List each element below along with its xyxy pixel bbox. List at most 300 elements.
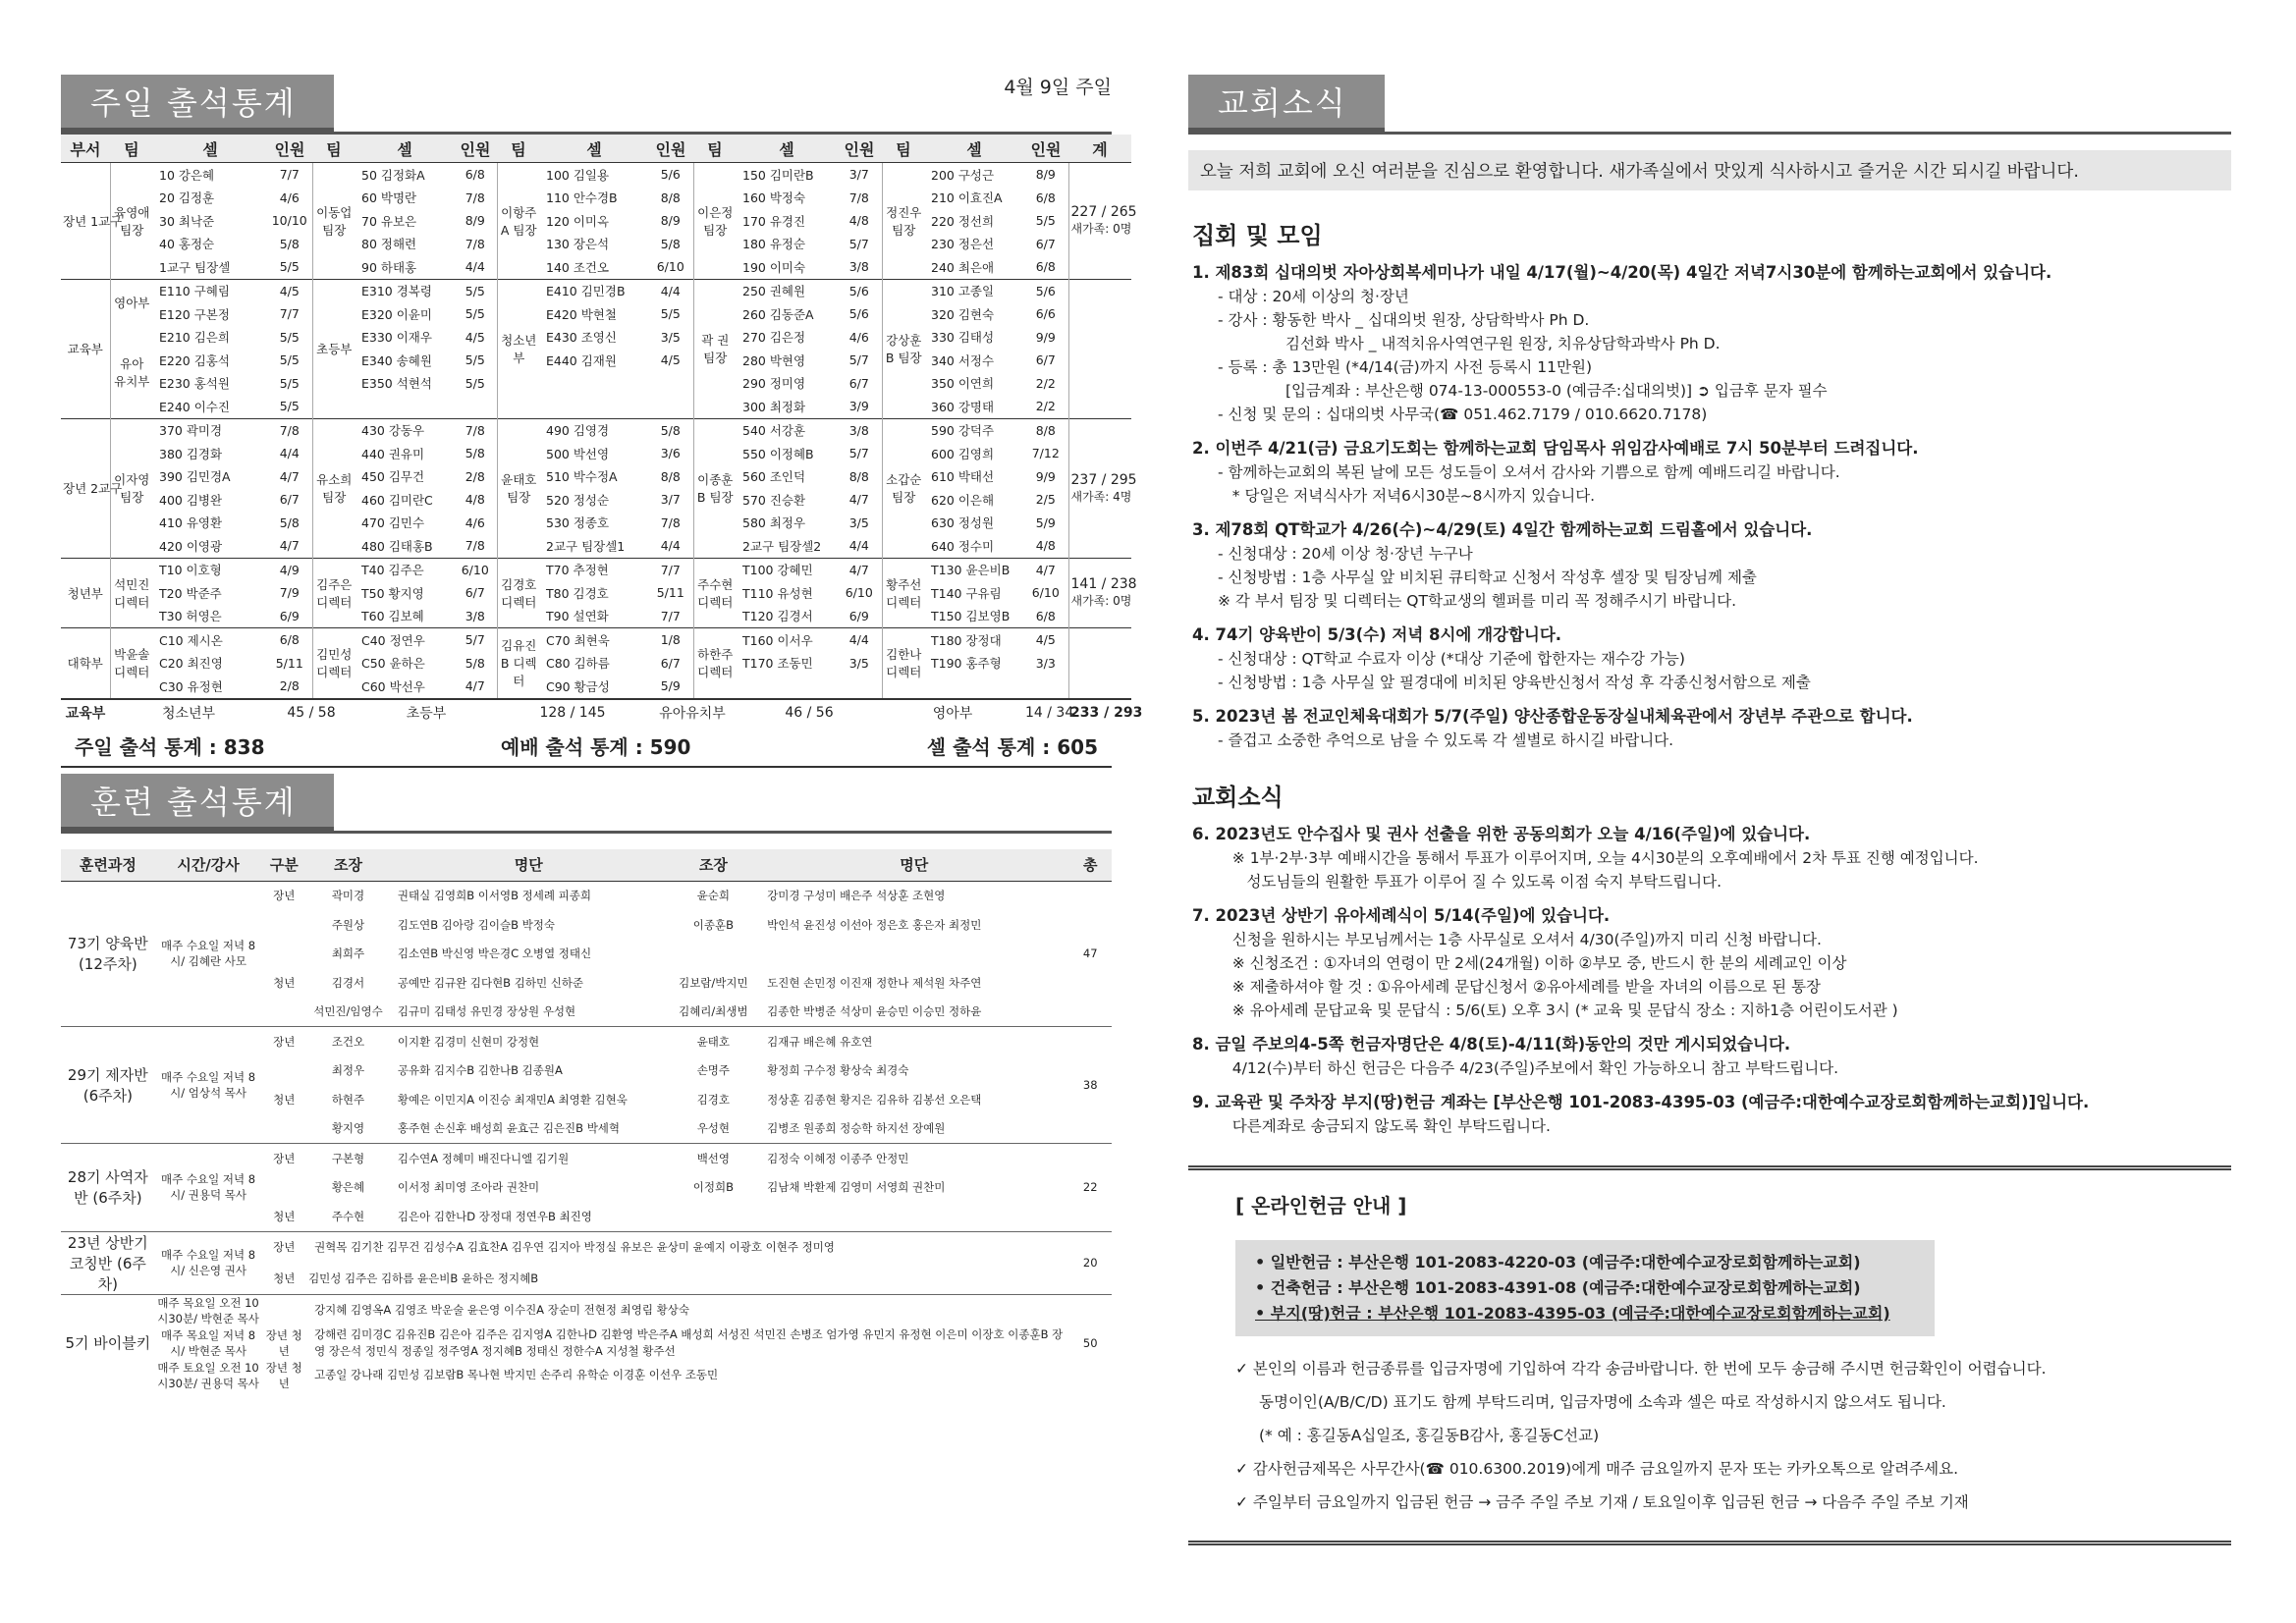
cell-name: 450 김무건 (361, 469, 425, 485)
cell-name: C80 김하름 (546, 656, 610, 672)
edu-total-cell: 유아유치부 (648, 699, 737, 726)
news-item (1192, 622, 2231, 694)
edu-total-cell: 교육부 (61, 699, 110, 726)
group-leader: 우성현 (696, 1121, 731, 1136)
cell-count: 4/6 (465, 514, 485, 530)
group-leader: 황지영 (331, 1121, 365, 1136)
attendance-summary (61, 726, 1112, 768)
cell-name: T10 이호형 (159, 563, 222, 578)
team-leader: 하한주 디렉터 (693, 628, 737, 699)
cell-count: 4/4 (848, 538, 869, 554)
cell-count: 4/4 (279, 446, 300, 461)
online-offering (1188, 1165, 2231, 1545)
attendance-row (61, 465, 1131, 489)
cell-name: 400 김병완 (159, 492, 223, 508)
cell-name (540, 395, 648, 418)
member-list: 고종일 강나래 김민성 김보람B 목나현 박지민 손주리 유학순 이경훈 이선우 조동민 (314, 1368, 719, 1381)
member-list: 황예은 이민지A 이진승 최재민A 최영환 김현욱 (397, 1092, 628, 1107)
account-general: • 일반헌금 : 부산은행 101-2083-4220-03 (예금주:대한예수교장로회함께하는교회) (1255, 1253, 1861, 1271)
cell-name: E310 경복령 (361, 284, 432, 299)
attendance-title: 주일 출석통계 (61, 75, 334, 132)
training-group (261, 940, 306, 969)
attendance-row (61, 628, 1131, 652)
group-leader: 곽미경 (331, 889, 365, 903)
cell-name: E110 구혜림 (159, 284, 230, 299)
cell-name: T140 구유림 (931, 585, 1002, 601)
news-item-title: 3. 제78회 QT학교가 4/26(수)~4/29(토) 4일간 함께하는교회 드림홀에서 있습니다. (1192, 520, 1813, 539)
training-group (261, 1056, 306, 1086)
cell-count: 5/8 (279, 236, 300, 251)
cell-count: 3/3 (1035, 655, 1056, 671)
meetings-list (1188, 260, 2231, 752)
cell-count: 6/7 (848, 375, 869, 391)
cell-count: 3/8 (848, 422, 869, 438)
training-col-header: 명단 (759, 849, 1068, 882)
cell-count: 5/5 (279, 375, 300, 391)
cell-name: 310 고종일 (931, 284, 995, 299)
course-name: 73기 양육반 (12주차) (67, 935, 148, 974)
cell-name: 150 김미란B (742, 167, 814, 183)
news-item-detail: - 신청대상 : 20세 이상 청·장년 누구나 (1218, 545, 1473, 563)
cell-name: 110 안수경B (546, 190, 618, 206)
training-group (261, 998, 306, 1027)
cell-name: C60 박선우 (361, 678, 425, 694)
cell-name: T20 박준주 (159, 585, 222, 601)
cell-count: 5/5 (465, 375, 485, 391)
cell-name: 500 박선영 (546, 446, 610, 461)
cell-count: 2/5 (1035, 492, 1056, 508)
cell-name: T120 김경서 (742, 609, 813, 624)
training-group: 청년 (273, 1271, 296, 1285)
news-item-detail: - 강사 : 황동한 박사 _ 십대의벗 원장, 상담학박사 Ph D. (1218, 311, 1590, 329)
cell-name: E220 김홍석 (159, 352, 230, 368)
cell-count: 6/10 (461, 562, 489, 577)
attendance-row (61, 233, 1131, 256)
team-leader: 유아 유치부 (110, 326, 153, 419)
cell-count: 6/10 (1031, 585, 1060, 601)
cell-count: 5/6 (660, 167, 681, 183)
cell-count: 5/5 (1035, 213, 1056, 229)
cell-count: 6/8 (279, 632, 300, 648)
cell-name: T150 김보영B (931, 609, 1011, 624)
edu-total-cell: 45 / 58 (267, 699, 355, 726)
cell-count: 6/7 (1035, 352, 1056, 368)
cell-count: 8/8 (1035, 422, 1056, 438)
news-item (1192, 704, 2231, 752)
attendance-row (61, 372, 1131, 396)
cell-name: 520 정성순 (546, 492, 610, 508)
col-header: 팀 (312, 135, 355, 163)
news-item-detail: - 신청대상 : QT학교 수료자 이상 (*대상 기준에 합한자는 재수강 가능) (1218, 650, 1685, 668)
member-list: 홍주현 손신후 배성희 윤효근 김은진B 박세혁 (397, 1121, 621, 1136)
cell-count: 7/12 (1031, 446, 1060, 461)
cell-name: 50 김정화A (361, 167, 425, 183)
cell-count: 5/6 (848, 283, 869, 298)
group-leader: 김혜리/최생범 (679, 1004, 748, 1019)
news-item-detail: - 즐겁고 소중한 추억으로 남을 수 있도록 각 셀별로 하시길 바랍니다. (1218, 731, 1674, 749)
cell-name: 130 장은석 (546, 237, 610, 252)
col-header: 인원 (1023, 135, 1068, 163)
news-item-title: 9. 교육관 및 주차장 부지(땅)헌금 계좌는 [부산은행 101-2083-4395-03 (예금주:대한예수교장로회함께하는교회)]입니다. (1192, 1093, 2090, 1111)
cell-count: 4/4 (848, 632, 869, 648)
cell-count: 3/7 (660, 492, 681, 508)
cell-count: 8/8 (660, 468, 681, 484)
cell-count: 3/5 (848, 655, 869, 671)
cell-count (454, 395, 497, 418)
online-title: [ 온라인헌금 안내 ] (1235, 1194, 1407, 1217)
cell-count: 9/9 (1035, 468, 1056, 484)
team-leader: 김한나 디렉터 (882, 628, 925, 699)
member-list: 김도연B 김아랑 김이슬B 박정숙 (397, 917, 555, 932)
dept-name: 교육부 (67, 342, 103, 356)
cell-count: 7/7 (279, 306, 300, 322)
cell-count: 8/9 (660, 213, 681, 229)
team-leader: 강상훈B 팀장 (882, 279, 925, 418)
training-col-header: 조장 (306, 849, 390, 882)
welcome-notice: 오늘 저희 교회에 오신 여러분을 진심으로 환영합니다. 새가족실에서 맛있게 식사하시고 즐거운 시간 되시길 바랍니다. (1188, 150, 2231, 190)
cell-name: 610 박태선 (931, 469, 995, 485)
member-list: 공유화 김지수B 김한나B 김종원A (397, 1063, 563, 1078)
news-list (1188, 822, 2231, 1138)
attendance-row (61, 395, 1131, 418)
cell-name: 600 김영희 (931, 446, 995, 461)
cell-count: 8/9 (1035, 167, 1056, 183)
news-item-title: 2. 이번주 4/21(금) 금요기도회는 함께하는교회 담임목사 위임감사예배로 7시 50분부터 드려집니다. (1192, 439, 1919, 458)
check-note-2: 동명이인(A/B/C/D) 표기도 함께 부탁드리며, 입금자명에 소속과 셀은 따로 작성하시지 않으셔도 됩니다. (1259, 1393, 1946, 1411)
news-item-detail: ※ 1부·2부·3부 예배시간을 통해서 투표가 이루어지며, 오늘 4시30분의 오후예배에서 2차 투표 진행 예정입니다. (1218, 849, 1979, 867)
cell-name: 390 김민경A (159, 469, 231, 485)
cell-count: 6/9 (279, 608, 300, 623)
cell-name: T30 허영은 (159, 609, 222, 624)
check-note-4: ✓ 감사헌금제목은 사무간사(☎ 010.6300.2019)에게 매주 금요일까지 문자 또는 카카오톡으로 알려주세요. (1235, 1460, 1959, 1478)
cell-count: 4/7 (1035, 562, 1056, 577)
course-time: 매주 수요일 저녁 8시/ 권용덕 목사 (161, 1172, 256, 1203)
course-time: 매주 목요일 저녁 8시/ 박현준 목사 (161, 1327, 256, 1358)
team-leader: 곽 권 팀장 (693, 279, 737, 418)
cell-count: 4/8 (465, 492, 485, 508)
group-leader: 손명주 (696, 1063, 731, 1078)
cell-name: 330 김태성 (931, 330, 995, 346)
cell-name: E240 이수진 (159, 399, 230, 414)
cell-count: 7/7 (660, 608, 681, 623)
cell-count: 5/5 (465, 306, 485, 322)
group-leader: 최정우 (331, 1063, 365, 1078)
cell-count: 6/8 (1035, 189, 1056, 205)
training-col-header: 훈련과정 (61, 849, 155, 882)
group-leader: 김민성 김주은 김하름 윤은비B 윤하은 정지혜B (308, 1271, 539, 1285)
attendance-row (61, 255, 1131, 279)
member-list: 김종한 박병준 석상미 윤승민 이승민 정하윤 (767, 1004, 982, 1019)
cell-count: 7/9 (279, 585, 300, 601)
course-total: 20 (1082, 1256, 1098, 1270)
cell-count: 5/5 (279, 352, 300, 368)
cell-name: 420 이영광 (159, 538, 223, 554)
news-item (1192, 1090, 2231, 1138)
attendance-row (61, 652, 1131, 676)
edu-total-cell: 233 / 293 (1068, 699, 1131, 726)
cell-name: E330 이재우 (361, 330, 432, 346)
right-page (1188, 0, 2231, 1545)
cell-name: T170 조동민 (742, 656, 813, 672)
cell-name: 170 유경진 (742, 213, 806, 229)
member-list: 강해련 김미경C 김유진B 김은아 김주은 김지영A 김한나D 김환영 박은주A 배성희 서성진 석민진 손병조 엄가영 유민지 유정현 이은미 이장호 이종훈B 장 영 장은석 정민식 정종일 정주영A 정지혜B 정태신 정한수A 지성철 황주선 (314, 1326, 1064, 1358)
dept-name: 장년 1교구 (63, 213, 123, 229)
training-row (61, 1231, 1112, 1263)
cell-count: 7/8 (465, 422, 485, 438)
training-group: 장년 (273, 1151, 296, 1165)
cell-count: 7/7 (279, 167, 300, 183)
cell-count: 3/8 (465, 608, 485, 623)
cell-name: 370 곽미경 (159, 423, 223, 439)
team-leader: 영아부 (110, 279, 153, 326)
edu-total-cell: 14 / 34 (1023, 699, 1068, 726)
cell-name: T40 김주은 (361, 563, 424, 578)
attendance-row (61, 675, 1131, 699)
cell-count: 8/8 (848, 468, 869, 484)
col-header: 셀 (153, 135, 267, 163)
group-leader: 이정희B (692, 1180, 734, 1195)
group-total: 237 / 295 새가족: 4명 (1068, 418, 1131, 558)
col-header: 팀 (882, 135, 925, 163)
dept-name: 청년부 (67, 585, 103, 601)
member-list: 김소연B 박신영 박은경C 오병열 정태신 (397, 947, 592, 961)
cell-count: 5/5 (660, 306, 681, 322)
news-item-detail: [입금계좌 : 부산은행 074-13-000553-0 (예금주:십대의벗)] ➲ 입금후 문자 필수 (1218, 382, 1828, 400)
group-leader: 이종훈B (692, 917, 734, 932)
check-note-1: ✓ 본인의 이름과 헌금종류를 입금자명에 기입하여 각각 송금바랍니다. 한 번에 모두 송금해 주시면 헌금확인이 어렵습니다. (1235, 1360, 2047, 1378)
news-item-detail: ※ 제출하셔야 할 것 : ①유아세례 문답신청서 ②유아세례를 받을 자녀의 이름으로 된 통장 (1218, 978, 1822, 996)
training-group (261, 910, 306, 940)
team-leader: 김주은 디렉터 (312, 558, 355, 628)
cell-name: E340 송혜원 (361, 352, 432, 368)
group-leader (668, 1263, 760, 1294)
cell-total: 셀 출석 통계 : 605 (926, 734, 1098, 759)
group-leader: 김경서 (331, 975, 365, 990)
cell-name: 300 최정화 (742, 399, 806, 414)
team-leader: 이항주A 팀장 (497, 163, 540, 280)
group-leader: 황은혜 (331, 1180, 365, 1195)
cell-name: C40 정연우 (361, 632, 425, 648)
cell-name: 70 유보은 (361, 213, 417, 229)
news-item (1192, 1032, 2231, 1080)
attendance-row (61, 349, 1131, 372)
cell-name: T190 홍주형 (931, 656, 1002, 672)
cell-count: 10/10 (271, 213, 307, 229)
news-item-detail: 신청을 원하시는 부모님께서는 1층 사무실로 오셔서 4/30(주일)까지 미리 신청 바랍니다. (1218, 931, 1822, 948)
cell-name: 2교구 팀장셀2 (742, 538, 822, 554)
cell-name: 640 정수미 (931, 538, 995, 554)
cell-name: 290 정미영 (742, 376, 806, 392)
news-item-title: 4. 74기 양육반이 5/3(수) 저녁 8시에 개강합니다. (1192, 625, 1562, 644)
attendance-row (61, 442, 1131, 465)
cell-name: 90 하태홍 (361, 259, 417, 275)
cell-count: 5/9 (1035, 514, 1056, 530)
cell-count: 5/5 (465, 283, 485, 298)
dept-name: 장년 2교구 (63, 481, 123, 496)
cell-count: 4/8 (1035, 538, 1056, 554)
cell-count (648, 395, 693, 418)
cell-name: 280 박현영 (742, 352, 806, 368)
cell-name: 190 이미숙 (742, 259, 806, 275)
cell-name: T180 장정대 (931, 632, 1002, 648)
attendance-header (61, 75, 1112, 135)
cell-count: 7/8 (660, 514, 681, 530)
cell-name: E350 석현석 (361, 376, 432, 392)
member-list: 강지혜 김영옥A 김영조 박운술 윤은영 이수진A 장순미 전현정 최영림 황상숙 (314, 1303, 689, 1317)
news-header (1188, 75, 2231, 135)
cell-count: 3/8 (848, 259, 869, 275)
training-group: 청년 (273, 975, 296, 990)
cell-count: 2/2 (1035, 399, 1056, 414)
cell-count: 7/8 (279, 422, 300, 438)
cell-name: E440 김재원 (546, 352, 617, 368)
training-row (61, 881, 1112, 910)
cell-name: T100 강혜민 (742, 563, 813, 578)
member-list: 권혁목 김기찬 김무건 김성수A 김효찬A 김우연 김지아 박정실 유보은 윤상미 윤예지 이광호 이현주 정미영 (314, 1239, 835, 1254)
cell-name: 550 이정혜B (742, 446, 814, 461)
cell-count (837, 675, 882, 699)
cell-count: 5/8 (660, 422, 681, 438)
cell-count: 5/5 (279, 259, 300, 275)
cell-count: 5/8 (660, 236, 681, 251)
cell-count: 5/5 (279, 329, 300, 345)
cell-name (540, 372, 648, 396)
cell-name: T160 이서우 (742, 632, 813, 648)
news-item-title: 7. 2023년 상반기 유아세례식이 5/14(주일)에 있습니다. (1192, 906, 1611, 925)
course-time: 매주 토요일 오전 10시30분/ 권용덕 목사 (157, 1360, 259, 1390)
news-item-detail: ※ 각 부서 팀장 및 디렉터는 QT학교생의 헬퍼를 미리 꼭 정해주시기 바랍니다. (1218, 592, 1736, 610)
course-time: 매주 수요일 저녁 8시/ 신은영 권사 (161, 1248, 256, 1277)
edu-total-cell: 영아부 (882, 699, 1023, 726)
cell-name: 2교구 팀장셀1 (546, 538, 626, 554)
group-leader: 석민진/임영수 (313, 1004, 383, 1019)
cell-count: 5/6 (1035, 283, 1056, 298)
cell-name: 40 홍정순 (159, 237, 215, 252)
course-time: 매주 목요일 오전 10시30분/ 박현준 목사 (157, 1295, 259, 1325)
course-name: 23년 상반기 코칭반 (6주차) (67, 1233, 148, 1293)
cell-name: 250 권혜원 (742, 284, 806, 299)
cell-name: E230 홍석원 (159, 376, 230, 392)
member-list: 이서정 최미영 조아라 권찬미 (397, 1180, 540, 1195)
cell-name: 350 이연희 (931, 376, 995, 392)
training-group (261, 1173, 306, 1203)
team-leader: 김민성 디렉터 (312, 628, 355, 699)
cell-name: T80 김경호 (546, 585, 609, 601)
cell-name (925, 675, 1023, 699)
edu-total-cell: 128 / 145 (497, 699, 648, 726)
cell-name (737, 675, 837, 699)
team-leader: 청소년부 (497, 279, 540, 418)
attendance-row (61, 605, 1131, 628)
cell-name: 1교구 팀장셀 (159, 259, 231, 275)
cell-name: 180 유정순 (742, 237, 806, 252)
member-list: 강미경 구성미 배은주 석상훈 조현영 (767, 889, 946, 903)
cell-count: 5/7 (848, 446, 869, 461)
cell-name: 30 최낙준 (159, 213, 215, 229)
cell-count: 2/8 (465, 468, 485, 484)
attendance-row (61, 163, 1131, 187)
attendance-row (61, 302, 1131, 326)
cell-name: C20 최진영 (159, 656, 223, 672)
training-group: 청년 (273, 1092, 296, 1107)
edu-total-cell: 청소년부 (110, 699, 267, 726)
member-list: 김병조 원종희 정승학 하지선 장예원 (767, 1121, 946, 1136)
cell-count: 6/7 (465, 585, 485, 601)
cell-count: 4/7 (465, 678, 485, 694)
team-leader: 정진우 팀장 (882, 163, 925, 280)
left-page (61, 0, 1143, 1391)
course-time: 매주 수요일 저녁 8시/ 김혜란 사모 (161, 939, 256, 969)
cell-name: 360 강명태 (931, 399, 995, 414)
cell-count: 5/11 (656, 585, 684, 601)
cell-name: E430 조영신 (546, 330, 617, 346)
training-col-header: 총 (1068, 849, 1112, 882)
attendance-row (61, 534, 1131, 558)
cell-count: 4/4 (660, 538, 681, 554)
group-total (1068, 279, 1131, 418)
training-row (61, 1360, 1112, 1391)
team-leader: 이은정 팀장 (693, 163, 737, 280)
cell-name: E320 이윤미 (361, 306, 432, 322)
cell-count: 4/5 (279, 283, 300, 298)
cell-count: 3/6 (660, 446, 681, 461)
cell-count: 4/7 (279, 538, 300, 554)
team-leader: 김유진B 디렉터 (497, 628, 540, 699)
member-list: 김재규 배은혜 유호연 (767, 1034, 873, 1049)
cell-name: 580 최정우 (742, 515, 806, 531)
course-time: 매주 수요일 저녁 8시/ 엄상석 목사 (161, 1070, 256, 1100)
training-col-header: 시간/강사 (155, 849, 262, 882)
cell-count: 1/8 (660, 632, 681, 648)
cell-name: T110 유성현 (742, 585, 813, 601)
col-header: 셀 (737, 135, 837, 163)
cell-name: 120 이미옥 (546, 213, 610, 229)
group-leader: 구본형 (331, 1151, 365, 1165)
cell-count: 6/9 (848, 608, 869, 623)
training-row (61, 1144, 1112, 1173)
group-leader: 조건오 (331, 1034, 365, 1049)
cell-name: T60 김보혜 (361, 609, 424, 624)
cell-name: 560 조인덕 (742, 469, 806, 485)
cell-name: C50 윤하은 (361, 656, 425, 672)
cell-count: 3/9 (848, 399, 869, 414)
cell-name: 430 강동우 (361, 423, 425, 439)
group-leader: 김경호 (696, 1092, 731, 1107)
cell-name: 220 정선희 (931, 213, 995, 229)
cell-count: 7/8 (465, 236, 485, 251)
team-leader: 김경호 디렉터 (497, 558, 540, 628)
news-item-detail: - 신청방법 : 1층 사무실 앞 비치된 큐티학교 신청서 작성후 셀장 및 팀장님께 제출 (1218, 568, 1757, 586)
cell-name: T130 윤은비B (931, 563, 1011, 578)
cell-count: 6/10 (845, 585, 873, 601)
team-leader: 초등부 (312, 279, 355, 418)
cell-name (355, 395, 454, 418)
cell-name: 540 서강훈 (742, 423, 806, 439)
training-col-header: 명단 (390, 849, 668, 882)
cell-name: 410 유영환 (159, 515, 223, 531)
cell-count: 7/8 (465, 189, 485, 205)
cell-name: T50 황지영 (361, 585, 424, 601)
cell-count: 4/9 (279, 562, 300, 577)
group-leader (668, 940, 760, 969)
col-header: 인원 (837, 135, 882, 163)
attendance-row (61, 326, 1131, 350)
cell-name: E210 김은희 (159, 330, 230, 346)
attendance-row (61, 418, 1131, 442)
account-box (1235, 1240, 1935, 1336)
news-item-detail: - 대상 : 20세 이상의 청·장년 (1218, 288, 1409, 305)
edu-total-cell: 초등부 (355, 699, 497, 726)
